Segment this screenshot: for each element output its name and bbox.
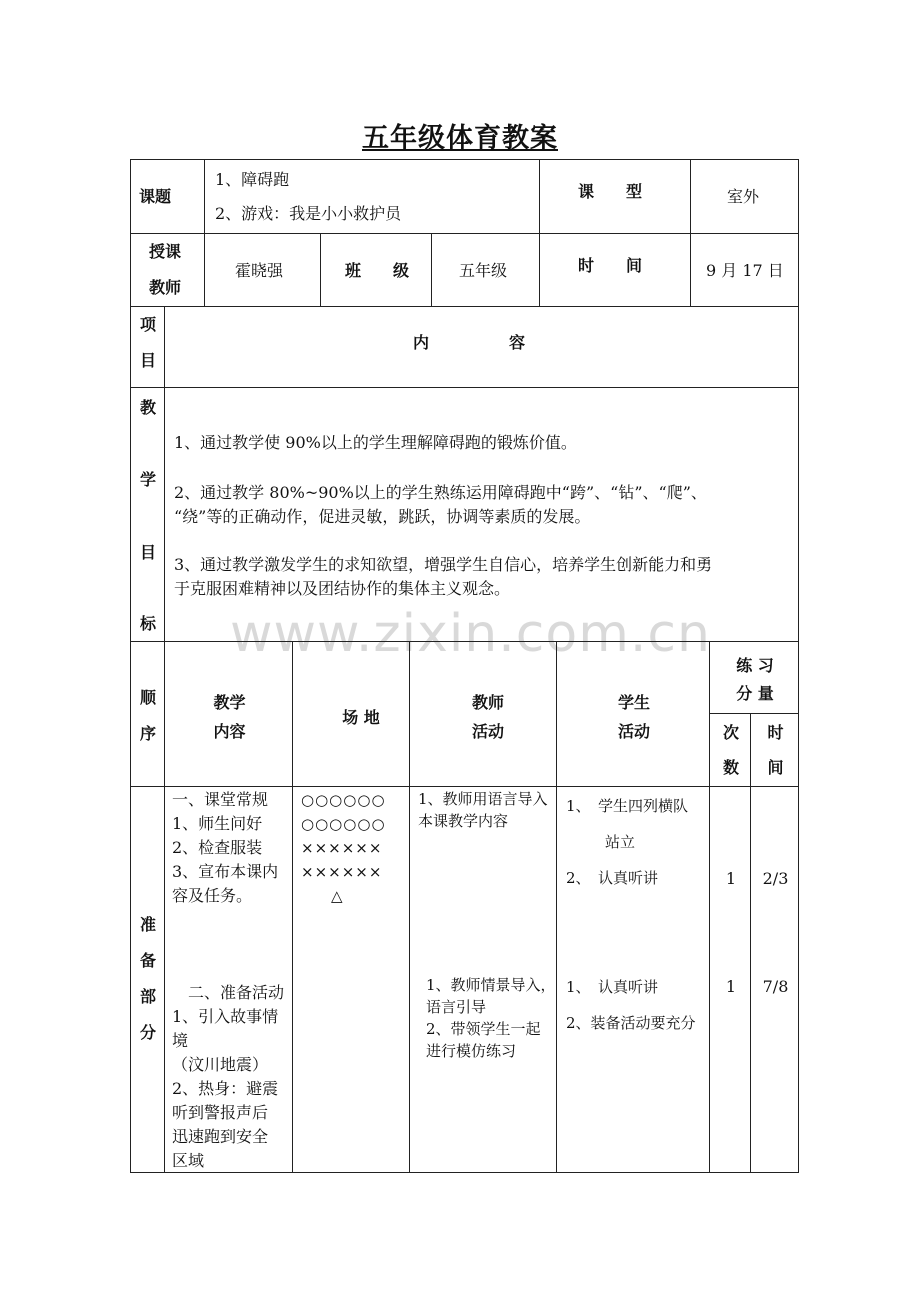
student-col-header-cell bbox=[556, 641, 710, 787]
content-p1-line-2: 1、师生问好 bbox=[172, 814, 263, 833]
content-p1-line-3: 2、检查服装 bbox=[172, 838, 263, 857]
objectives-label-char-2: 学 bbox=[140, 470, 157, 489]
time-label: 时 间 bbox=[578, 256, 643, 275]
content-p2-line-3: 境 bbox=[172, 1031, 189, 1050]
content-p2-line-6: 听到警报声后 bbox=[172, 1103, 269, 1122]
objectives-content-cell bbox=[164, 387, 799, 642]
section-field-cell bbox=[292, 786, 410, 1173]
teacher-p2-line-3: 2、带领学生一起 bbox=[426, 1020, 541, 1038]
teacher-position-icon: △ bbox=[331, 887, 344, 905]
content-col-header-cell bbox=[164, 641, 293, 787]
time-col-header-cell bbox=[750, 713, 799, 787]
content-p2-line-7: 迅速跑到安全 bbox=[172, 1127, 269, 1146]
teacher-col-header-line-1: 教师 bbox=[471, 693, 504, 712]
section-label-char-4: 分 bbox=[140, 1023, 157, 1042]
student-col-header-line-2: 活动 bbox=[617, 722, 650, 741]
content-p1-line-4: 3、宣布本课内 bbox=[172, 862, 279, 881]
time-value-cell bbox=[690, 233, 799, 307]
field-formation-row-3: ×××××× bbox=[301, 839, 383, 857]
section-label-char-3: 部 bbox=[140, 987, 157, 1006]
order-header-char-1: 顺 bbox=[140, 688, 157, 707]
type-value: 室外 bbox=[727, 187, 760, 206]
content-p2-line-8: 区域 bbox=[172, 1151, 205, 1170]
teacher-p1-line-2: 本课教学内容 bbox=[418, 812, 509, 830]
objectives-label-char-3: 目 bbox=[140, 543, 157, 562]
objective-3-line-1: 3、通过教学激发学生的求知欲望，增强学生自信心，培养学生创新能力和勇 bbox=[174, 555, 713, 574]
content-p2-line-4: （汶川地震） bbox=[172, 1055, 269, 1074]
student-col-header-line-1: 学生 bbox=[617, 693, 650, 712]
practice-header-line-2: 分 量 bbox=[736, 684, 774, 703]
content-p2-line-2: 1、引入故事情 bbox=[172, 1007, 279, 1026]
practice-header-cell bbox=[709, 641, 799, 714]
type-label-cell bbox=[539, 159, 691, 234]
teacher-p2-line-2: 语言引导 bbox=[426, 998, 487, 1016]
content-p1-line-5: 容及任务。 bbox=[172, 886, 253, 905]
order-header-cell bbox=[130, 641, 165, 787]
field-col-header: 场 地 bbox=[342, 708, 380, 727]
topic-label-cell bbox=[130, 159, 205, 234]
section-teacher-cell bbox=[409, 786, 557, 1173]
time-col-header-char-2: 间 bbox=[767, 758, 784, 777]
topic-line-2: 2、游戏：我是小小救护员 bbox=[215, 204, 402, 223]
teacher-value: 霍晓强 bbox=[235, 261, 284, 280]
teacher-p2-line-1: 1、教师情景导入， bbox=[426, 976, 556, 994]
teacher-col-header-cell bbox=[409, 641, 557, 787]
student-p1-line-3: 2、 认真听讲 bbox=[566, 869, 659, 887]
section-count-cell bbox=[709, 786, 751, 1173]
teacher-p1-line-1: 1、教师用语言导入 bbox=[418, 790, 548, 808]
objective-1-line-1: 1、通过教学使 90%以上的学生理解障碍跑的锻炼价值。 bbox=[174, 433, 577, 452]
page-title: 五年级体育教案 bbox=[362, 123, 558, 154]
teacher-label-cell bbox=[130, 233, 205, 307]
count-header-cell bbox=[709, 713, 751, 787]
item-label-char-1: 项 bbox=[140, 315, 157, 334]
student-p2-line-1: 1、 认真听讲 bbox=[566, 978, 659, 996]
teacher-value-cell bbox=[204, 233, 321, 307]
type-value-cell bbox=[690, 159, 799, 234]
item-label-char-2: 目 bbox=[140, 351, 157, 370]
content-p2-line-1: 二、准备活动 bbox=[172, 983, 285, 1002]
time-value-1: 2/3 bbox=[762, 869, 789, 888]
field-formation-row-1: ○○○○○○ bbox=[301, 791, 386, 809]
content-col-header-line-2: 内容 bbox=[213, 722, 246, 741]
field-col-header-cell bbox=[292, 641, 410, 787]
count-header-char-2: 数 bbox=[722, 758, 739, 777]
count-value-1: 1 bbox=[725, 869, 737, 888]
topic-value-cell bbox=[204, 159, 540, 234]
time-label-cell bbox=[539, 233, 691, 307]
practice-header-line-1: 练 习 bbox=[736, 656, 774, 675]
topic-line-1: 1、障碍跑 bbox=[215, 170, 290, 189]
section-label-char-2: 备 bbox=[140, 951, 157, 970]
class-value-cell bbox=[431, 233, 540, 307]
teacher-label-line-1: 授课 bbox=[149, 242, 182, 261]
content-p1-line-1: 一、课堂常规 bbox=[172, 790, 269, 809]
student-p1-line-2: 站立 bbox=[605, 833, 636, 851]
class-label: 班 级 bbox=[345, 261, 410, 280]
class-label-cell bbox=[320, 233, 432, 307]
teacher-p2-line-4: 进行模仿练习 bbox=[426, 1042, 517, 1060]
topic-label: 课题 bbox=[139, 187, 172, 206]
objective-2-line-1: 2、通过教学 80%~90%以上的学生熟练运用障碍跑中“跨”、“钻”、“爬”、 bbox=[174, 483, 707, 502]
watermark: www.zixin.com.cn bbox=[230, 604, 711, 664]
section-time-cell bbox=[750, 786, 799, 1173]
type-label: 课 型 bbox=[578, 182, 643, 201]
objective-2-line-2: “绕”等的正确动作，促进灵敏，跳跃，协调等素质的发展。 bbox=[174, 507, 591, 526]
student-p2-line-2: 2、装备活动要充分 bbox=[566, 1014, 696, 1032]
time-value: 9 月 17 日 bbox=[706, 261, 784, 280]
field-formation-row-4: ×××××× bbox=[301, 863, 383, 881]
item-label-cell bbox=[130, 306, 165, 388]
objectives-label-char-1: 教 bbox=[140, 398, 157, 417]
count-header-char-1: 次 bbox=[722, 723, 739, 742]
time-col-header-char-1: 时 bbox=[767, 723, 784, 742]
content-col-header-line-1: 教学 bbox=[213, 693, 246, 712]
section-label-char-1: 准 bbox=[140, 915, 157, 934]
time-value-2: 7/8 bbox=[762, 977, 789, 996]
objectives-label-char-4: 标 bbox=[140, 614, 157, 633]
section-student-cell bbox=[556, 786, 710, 1173]
content-p2-line-5: 2、热身：避震 bbox=[172, 1079, 279, 1098]
content-header-cell bbox=[164, 306, 799, 388]
objective-3-line-2: 于克服困难精神以及团结协作的集体主义观念。 bbox=[174, 579, 511, 598]
objectives-label-cell bbox=[130, 387, 165, 642]
field-formation-row-2: ○○○○○○ bbox=[301, 815, 386, 833]
section-label-cell bbox=[130, 786, 165, 1173]
student-p1-line-1: 1、 学生四列横队 bbox=[566, 797, 689, 815]
order-header-char-2: 序 bbox=[140, 724, 157, 743]
count-value-2: 1 bbox=[725, 977, 737, 996]
content-header-label: 内 容 bbox=[413, 333, 526, 352]
section-content-cell bbox=[164, 786, 293, 1173]
class-value: 五年级 bbox=[459, 261, 508, 280]
teacher-label-line-2: 教师 bbox=[149, 278, 182, 297]
teacher-col-header-line-2: 活动 bbox=[471, 722, 504, 741]
